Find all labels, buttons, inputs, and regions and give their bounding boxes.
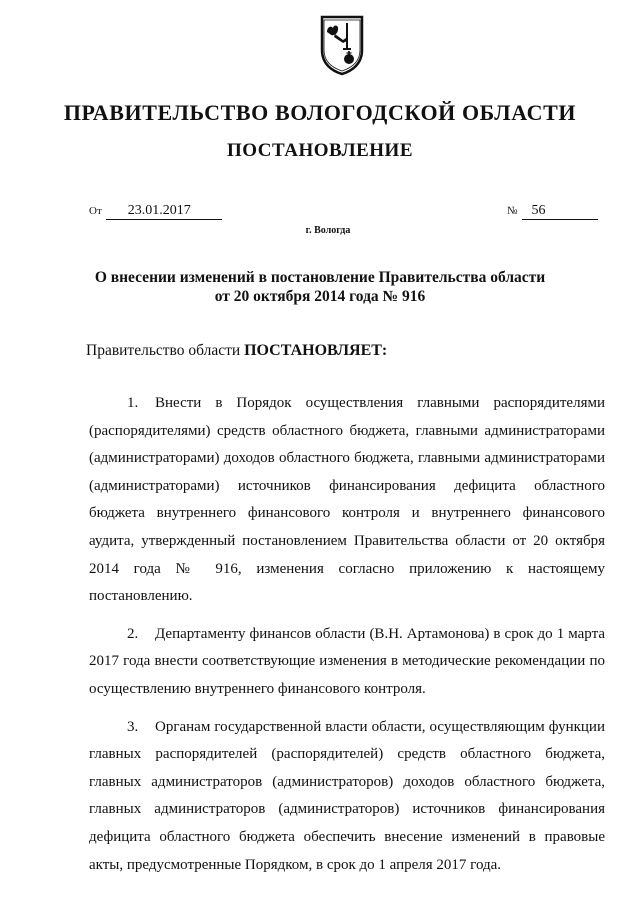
date-field — [89, 203, 222, 220]
paragraph — [89, 621, 605, 704]
document-type: ПОСТАНОВЛЕНИЕ — [226, 140, 414, 161]
date-label: От — [89, 205, 102, 217]
preamble — [86, 342, 387, 360]
paragraph — [89, 390, 605, 611]
number-field — [507, 203, 598, 220]
paragraph-text: Органам государственной власти области, осуществляющим функции главных распорядителей (распорядителей) средств областного бюджета, главных администраторов (администраторов) доходов областного бюджета, главных администраторов (администраторов) источников финансирования дефицита областного бюджета обеспечить внесение изменений в правовые акты, предусмотренные Порядком, в срок до 1 апреля 2017 года. — [89, 718, 605, 873]
paragraph-text: Департаменту финансов области (В.Н. Артамонова) в срок до 1 марта 2017 года внести соответствующие изменения в методические рекомендации по осуществлению внутреннего финансового контроля. — [89, 625, 605, 697]
number-value: 56 — [522, 203, 598, 220]
preamble-bold: ПОСТАНОВЛЯЕТ: — [244, 342, 388, 359]
document-subject — [0, 268, 640, 306]
paragraph-number: 1. — [127, 395, 139, 411]
paragraph — [89, 714, 605, 880]
date-value: 23.01.2017 — [106, 203, 222, 220]
paragraph-number: 3. — [127, 718, 139, 735]
coat-of-arms-icon — [319, 14, 365, 76]
number-label: № — [507, 205, 518, 217]
preamble-text: Правительство области — [86, 342, 241, 359]
subject-line-1: О внесении изменений в постановление Правительства области — [94, 269, 546, 286]
paragraph-number: 2. — [127, 625, 139, 642]
paragraph-text: Внести в Порядок осуществления главными распорядителями (распорядителями) средств областного бюджета, главными администраторами (администраторами) доходов областного бюджета, главными администраторами (администраторами) источников финансирования дефицита областного бюджета внутреннего финансового контроля и внутреннего финансового аудита, утвержденный постановлением Правительства области от 20 октября 2014 года № 916, изменения согласно приложению к настоящему постановлению. — [89, 395, 605, 605]
document-body — [89, 390, 605, 889]
subject-line-2: от 20 октября 2014 года № 916 — [214, 288, 426, 305]
government-title: ПРАВИТЕЛЬСТВО ВОЛОГОДСКОЙ ОБЛАСТИ — [63, 100, 577, 125]
city: г. Вологда — [305, 225, 351, 236]
